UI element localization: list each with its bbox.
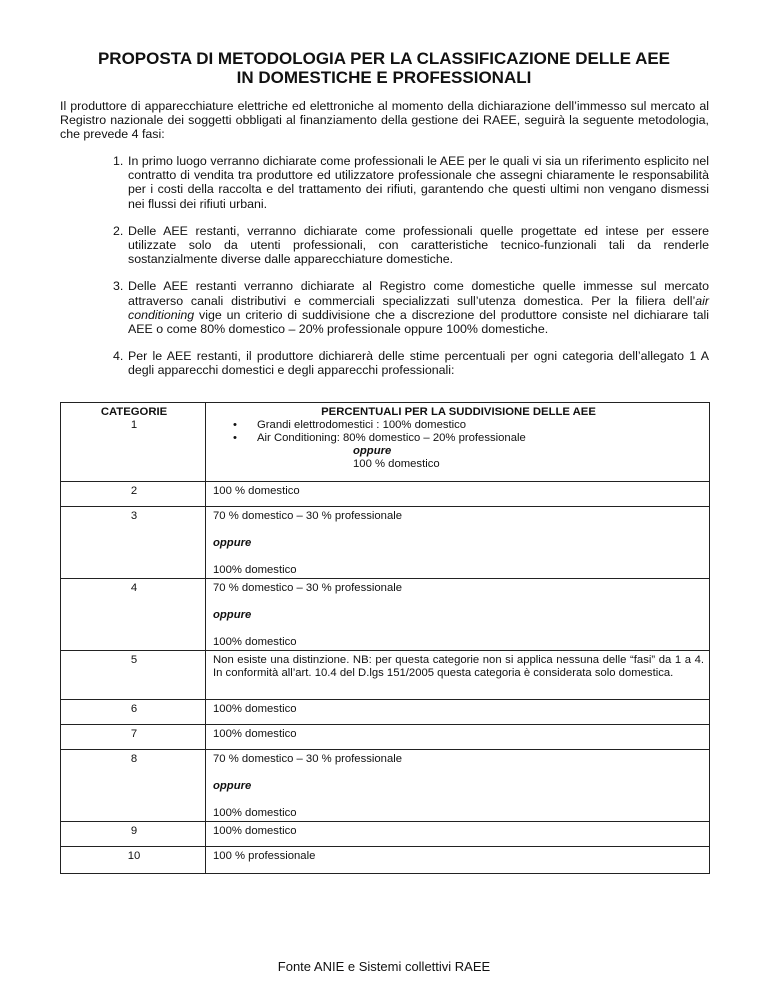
step-text: Per le AEE restanti, il produttore dichiarerà delle stime percentuali per ogni categoria dell’allegato 1 A degli apparecchi domestici e degli apparecchi professionali: bbox=[128, 349, 709, 378]
categories-table bbox=[60, 402, 710, 874]
table-row bbox=[61, 847, 710, 874]
step-text-part: Delle AEE restanti verranno dichiarate al Registro come domestiche quelle immesse sul mercato attraverso canali distributivi e commerciali specializzati sull’utenza domestica. Per la filiera dell’ bbox=[128, 279, 709, 308]
percent-cell: 100% domestico bbox=[206, 822, 710, 847]
table-row bbox=[61, 700, 710, 725]
alternative-label: oppure bbox=[213, 780, 252, 792]
bullet-icon: • bbox=[233, 432, 237, 444]
category-number: 4 bbox=[61, 579, 206, 651]
step-text-italic: air conditioning bbox=[128, 293, 709, 322]
table-row bbox=[61, 403, 710, 482]
alternative-label: oppure bbox=[213, 609, 252, 621]
category-number: 2 bbox=[61, 482, 206, 507]
step-item bbox=[95, 154, 709, 211]
percent-cell: Non esiste una distinzione. NB: per questa categorie non si applica nessuna delle “fasi” da 1 a 4. In conformità all’art. 10.4 del D.lgs 151/2005 questa categoria è considerata solo domestica. bbox=[206, 651, 710, 700]
table-row bbox=[61, 482, 710, 507]
table-row bbox=[61, 725, 710, 750]
table-row bbox=[61, 507, 710, 579]
step-item bbox=[95, 224, 709, 267]
page-footer: Fonte ANIE e Sistemi collettivi RAEE bbox=[277, 959, 491, 974]
intro-paragraph: Il produttore di apparecchiature elettriche ed elettroniche al momento della dichiarazione dell’immesso sul mercato al Registro nazionale dei soggetti obbligati al finanziamento della gestione dei RAEE, seguirà la seguente metodologia, che prevede 4 fasi: bbox=[60, 99, 709, 142]
category-number: 9 bbox=[61, 822, 206, 847]
category-number: 1 bbox=[130, 419, 138, 431]
bullet-icon: • bbox=[233, 419, 237, 431]
step-number: 4. bbox=[113, 349, 124, 364]
list-item bbox=[213, 432, 704, 445]
bullet-text: Air Conditioning: 80% domestico – 20% professionale bbox=[257, 432, 526, 444]
percent-cell bbox=[206, 750, 710, 822]
title-line-2: IN DOMESTICHE E PROFESSIONALI bbox=[236, 68, 532, 87]
percent-cell bbox=[206, 507, 710, 579]
percent-value: 70 % domestico – 30 % professionale bbox=[213, 582, 403, 594]
table-row bbox=[61, 651, 710, 700]
category-number: 10 bbox=[61, 847, 206, 874]
percent-cell: 100% domestico bbox=[206, 725, 710, 750]
step-number: 1. bbox=[113, 154, 124, 168]
step-text: In primo luogo verranno dichiarate come professionali le AEE per le quali vi sia un riferimento esplicito nel contratto di vendita tra produttore ed utilizzatore professionale che assegni chiaramente le responsabilità per i costi della raccolta e del trattamento dei rifiuti, garantendo che questi ultimi non vengano dismessi nei flussi dei rifiuti urbani. bbox=[128, 154, 709, 211]
alternative-label: oppure bbox=[353, 445, 392, 457]
percent-value: 70 % domestico – 30 % professionale bbox=[213, 753, 403, 765]
alternative-value: 100% domestico bbox=[213, 564, 297, 576]
percent-cell: 100% domestico bbox=[206, 700, 710, 725]
step-item bbox=[95, 349, 709, 377]
alternative-value: 100% domestico bbox=[213, 636, 297, 648]
category-number: 5 bbox=[61, 651, 206, 700]
percent-cell: 100 % domestico bbox=[206, 482, 710, 507]
table-row bbox=[61, 822, 710, 847]
percent-cell bbox=[206, 579, 710, 651]
percent-cell: 100 % professionale bbox=[206, 847, 710, 874]
step-number: 3. bbox=[113, 279, 124, 294]
category-number: 3 bbox=[61, 507, 206, 579]
table-row bbox=[61, 579, 710, 651]
alternative-label: oppure bbox=[213, 537, 252, 549]
step-text: Delle AEE restanti, verranno dichiarate come professionali quelle progettate ed intese per essere utilizzate solo da utenti professionali, con caratteristiche tecnico-funzionali tali da renderle sostanzialmente diverse dalle apparecchiature domestiche. bbox=[128, 223, 709, 267]
category-number: 7 bbox=[61, 725, 206, 750]
alternative-value: 100% domestico bbox=[213, 807, 297, 819]
category-number: 6 bbox=[61, 700, 206, 725]
category-number: 8 bbox=[61, 750, 206, 822]
alternative-value: 100 % domestico bbox=[353, 458, 440, 470]
step-text-part: vige un criterio di suddivisione che a discrezione del produttore consiste nel dichiarare tali AEE o come 80% domestico – 20% professionale oppure 100% domestiche. bbox=[128, 307, 709, 337]
title-line-1: PROPOSTA DI METODOLOGIA PER LA CLASSIFICAZIONE DELLE AEE bbox=[97, 49, 671, 68]
category-cell bbox=[61, 403, 206, 482]
document-title bbox=[60, 49, 708, 87]
column-header-percentuali: PERCENTUALI PER LA SUDDIVISIONE DELLE AEE bbox=[321, 406, 596, 418]
bullet-text: Grandi elettrodomestici : 100% domestico bbox=[257, 419, 467, 431]
table-row bbox=[61, 750, 710, 822]
step-item bbox=[95, 279, 709, 336]
percent-value: 70 % domestico – 30 % professionale bbox=[213, 510, 403, 522]
column-header-categorie: CATEGORIE bbox=[100, 406, 168, 418]
percent-cell bbox=[206, 403, 710, 482]
step-number: 2. bbox=[113, 223, 124, 238]
steps-list bbox=[95, 154, 709, 391]
list-item bbox=[213, 419, 704, 432]
